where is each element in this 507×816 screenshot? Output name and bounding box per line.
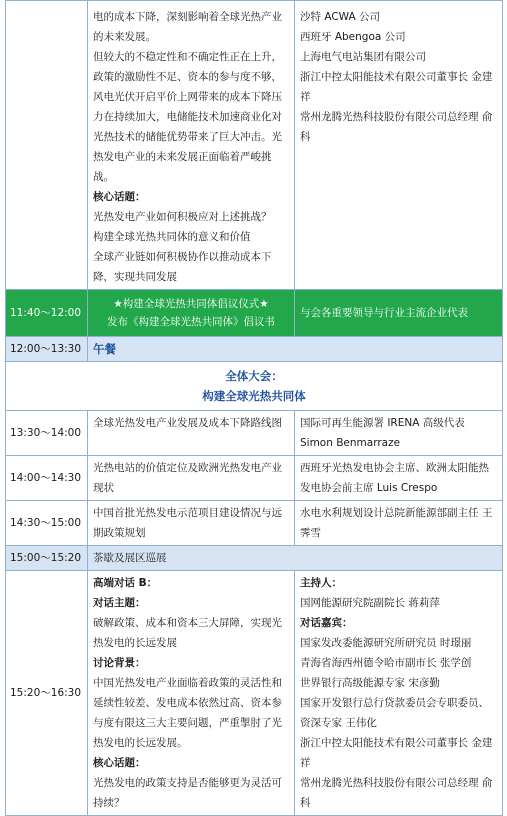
dialogue-core-topics [93,773,289,813]
text-line: 中国光热发电产业面临着政策的灵活性和 [93,677,282,689]
speaker-line: 常州龙腾光热科技股份有限公司总经理 俞 [300,111,493,123]
agenda-row-continued [6,1,503,290]
core-topic-line: 光热发电产业如何积极应对上述挑战？ [93,211,272,223]
guest-line: 资深专家 王伟化 [300,717,377,729]
plenary-line1: 全体大会： [225,369,283,383]
host-name: 国网能源研究院副院长 蒋莉萍 [300,597,440,609]
session-speaker [295,456,503,501]
session-row [6,501,503,546]
text-line: 破解政策、成本和资本三大屏障，实现光 [93,617,282,629]
session-speaker-line: 国际可再生能源署 IRENA 高级代表 [300,417,465,429]
speaker-line: 西班牙 Abengoa 公司 [300,31,406,43]
session-speaker [295,411,503,456]
text-line: 电的成本下降，深刻影响着全球光热产业 [93,11,282,23]
lunch-row [6,337,503,362]
dialogue-core-label: 核心话题： [93,757,146,769]
dialogue-title: 高端对话 B： [93,577,158,589]
speaker-line: 科 [300,131,311,143]
session-speaker [295,501,503,546]
session-topic [88,456,295,501]
host-label: 主持人： [300,577,342,589]
time-cell-empty [6,1,88,290]
session-topic-line: 现状 [93,482,114,494]
dialogue-time: 15:20～16:30 [6,571,88,816]
ceremony-participants: 与会各重要领导与行业主流企业代表 [295,290,503,337]
topic-cell [88,1,295,290]
guest-line: 科 [300,797,311,809]
background-text [93,7,289,187]
guest-line: 浙江中控太阳能技术有限公司董事长 金建 [300,737,493,749]
dialogue-theme-label: 对话主题： [93,597,146,609]
ceremony-subtitle: 发布《构建全球光热共同体》倡议书 [107,316,275,328]
session-time: 14:00～14:30 [6,456,88,501]
text-line: 与度有限这三大主要问题，严重掣肘了光 [93,717,282,729]
plenary-header [6,362,503,411]
core-topic-line: 全球产业链如何积极协作以推动成本下 [93,251,272,263]
ceremony-title-cell [88,290,295,337]
session-time: 13:30～14:00 [6,411,88,456]
guest-label: 对话嘉宾： [300,617,353,629]
agenda-page [5,0,502,809]
ceremony-title: ★构建全球光热共同体倡议仪式★ [113,298,269,310]
text-line: 延续性较差、发电成本依然过高、资本参 [93,697,282,709]
speaker-line: 沙特 ACWA 公司 [300,11,380,23]
session-topic-line: 全球光热发电产业发展及成本下降路线图 [93,417,282,429]
text-line: 热发电产业的未来发展正面临着严峻挑 [93,151,272,163]
text-line: 但较大的不稳定性和不确定性正在上升， [93,51,282,63]
lunch-label: 午餐 [88,337,503,362]
dialogue-background [93,673,289,753]
tea-time: 15:00～15:20 [6,546,88,571]
guest-list [300,633,497,813]
core-topic-line: 降，实现共同发展 [93,271,177,283]
guest-line: 祥 [300,757,311,769]
core-topic-line: 构建全球光热共同体的意义和价值 [93,231,251,243]
text-line: 热发电的长远发展。 [93,737,188,749]
dialogue-bg-label: 讨论背景： [93,657,146,669]
text-line: 力在持续加大，电储能技术加速商业化对 [93,111,282,123]
session-topic-line: 中国首批光热发电示范项目建设情况与远 [93,507,282,519]
text-line: 热发电的长远发展 [93,637,177,649]
agenda-table [5,0,503,816]
core-topic-line: 持续？ [93,797,125,809]
ceremony-row [6,290,503,337]
guest-line: 国家发改委能源研究所研究员 时璟丽 [300,637,472,649]
session-speaker-line: 水电水利规划设计总院新能源部副主任 王 [300,507,493,519]
lunch-time: 12:00～13:30 [6,337,88,362]
session-row [6,456,503,501]
text-line: 光热技术的储能优势带来了巨大冲击。光 [93,131,282,143]
plenary-header-row [6,362,503,411]
guest-line: 常州龙腾光热科技股份有限公司总经理 俞 [300,777,493,789]
speaker-list [300,7,497,147]
speaker-cell [295,1,503,290]
session-speaker-line: 霁雪 [300,527,321,539]
session-topic-line: 期政策规划 [93,527,146,539]
guest-line: 国家开发银行总行贷款委员会专职委员、 [300,697,489,709]
guest-line: 世界银行高级能源专家 宋彦勤 [300,677,440,689]
session-topic [88,411,295,456]
dialogue-people-cell [295,571,503,816]
session-speaker-line: 西班牙光热发电协会主席、欧洲太阳能热 [300,462,489,474]
core-topic-line: 光热发电的政策支持是否能够更为灵活可 [93,777,282,789]
speaker-line: 祥 [300,91,311,103]
text-line: 的未来发展。 [93,31,156,43]
session-row [6,411,503,456]
tea-break-row [6,546,503,571]
core-topic-label: 核心话题： [93,191,146,203]
session-speaker-line: Simon Benmarraze [300,437,401,449]
speaker-line: 浙江中控太阳能技术有限公司董事长 金建 [300,71,493,83]
dialogue-row [6,571,503,816]
text-line: 战。 [93,171,114,183]
text-line: 政策的激励性不足、资本的参与度不够， [93,71,282,83]
dialogue-theme [93,613,289,653]
core-topic-list [93,207,289,287]
tea-label: 茶歇及展区巡展 [88,546,503,571]
text-line: 风电光伏开启平价上网带来的成本下降压 [93,91,282,103]
guest-line: 青海省海西州德令哈市副市长 张学创 [300,657,472,669]
session-topic [88,501,295,546]
session-time: 14:30～15:00 [6,501,88,546]
dialogue-topic-cell [88,571,295,816]
ceremony-time: 11:40～12:00 [6,290,88,337]
session-speaker-line: 发电协会前主席 Luis Crespo [300,482,438,494]
speaker-line: 上海电气电站集团有限公司 [300,51,426,63]
session-topic-line: 光热电站的价值定位及欧洲光热发电产业 [93,462,282,474]
plenary-title: 构建全球光热共同体 [202,389,306,403]
